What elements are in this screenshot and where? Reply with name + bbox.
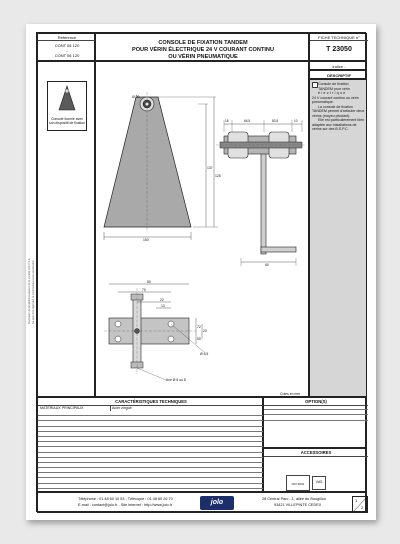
side-text-2: Ne peut être reproduit ni communiqué sans autorisation: [31, 260, 35, 324]
dim-10: 10: [294, 119, 298, 123]
reference-separator: -: [66, 48, 68, 53]
title-box: [95, 33, 309, 61]
dim-70: 70: [142, 288, 146, 292]
title-line-1: CONSOLE DE FIXATION TANDEM: [158, 40, 248, 46]
index-value: indice -: [332, 64, 346, 69]
descriptif-line: adaptée aux installations de: [312, 122, 357, 127]
accessoires-table: [263, 448, 367, 492]
options-table: [263, 397, 367, 448]
materials-label: MATÉRIAUX PRINCIPAUX: [40, 406, 84, 410]
console-thumbnail-image: [48, 84, 86, 114]
thumbnail-column: [37, 61, 95, 397]
reference-1: CONT 06 120: [54, 43, 80, 48]
caracteristiques-rows: [38, 411, 264, 489]
footer-address-1: 28 Central Parc - 1, allée du Bougillon: [262, 497, 326, 501]
jolo-logo: [200, 496, 234, 510]
title-line-3: OU VÉRIN PNEUMATIQUE: [168, 54, 238, 60]
sheet-label: FICHE TECHNIQUE n°: [318, 35, 360, 40]
descriptif-line: pneumatique.: [312, 100, 334, 104]
descriptif-line: TANDEM pour vérin: [318, 86, 350, 91]
dim-13: 13: [161, 304, 165, 308]
dim-66-5: 66,5: [244, 119, 251, 123]
descriptif-line: TANDEM permet d'articuler deux: [312, 109, 365, 113]
drawing-area: [95, 61, 309, 397]
thumbnail-caption-2: son dispositif de fixation: [49, 121, 85, 125]
vds-label: VdS: [315, 480, 323, 484]
index-box: [309, 61, 367, 70]
descriptif-line: La console de fixation: [318, 104, 353, 109]
iso-label: ISO 9001: [291, 482, 305, 486]
front-view: [104, 92, 218, 240]
dim-18: 18: [225, 119, 229, 123]
page-indicator: [352, 496, 368, 513]
title-line-2: POUR VÉRIN ÉLECTRIQUE 24 V COURANT CONTINU: [131, 47, 275, 53]
dim-axis: Axe Ø 6 ou 8: [166, 378, 186, 382]
side-view: [216, 120, 306, 266]
dim-hole-diameter: Ø 20: [132, 95, 140, 99]
page-current: 1: [355, 498, 358, 503]
thumbnail-caption-1: Console fournie avec: [51, 117, 83, 121]
accessoires-heading: ACCESSOIRES: [300, 450, 332, 455]
document-sheet: [26, 24, 376, 520]
units-note: Cotes en mm: [280, 392, 301, 396]
descriptif-heading: DESCRIPTIF: [327, 73, 351, 78]
footer: [37, 492, 367, 513]
options-heading: OPTION(S): [305, 399, 327, 404]
side-text-1: Document de propriété exclusive de la société JOLO S.A.: [28, 257, 31, 324]
sheet-number-box: [309, 33, 367, 61]
dim-72: 72: [197, 325, 201, 329]
dim-width: 150: [143, 238, 149, 242]
dim-height-137: 137: [207, 166, 213, 170]
descriptif-panel: [309, 79, 367, 397]
dim-83-5: 83,5: [272, 119, 279, 123]
dim-60: 60: [265, 263, 269, 267]
vds-badge: [312, 476, 326, 490]
reference-2: CONT 06 120: [54, 53, 80, 58]
dim-50: 50: [197, 337, 201, 341]
footer-address-2: 93421 VILLEPINTE CEDEX: [274, 503, 322, 507]
reference-label: Référence: [57, 35, 77, 40]
page-total: 2: [361, 505, 364, 510]
reference-box: [37, 33, 95, 61]
caracteristiques-heading: CARACTÉRISTIQUES TECHNIQUES: [115, 399, 187, 404]
dim-height-125: 125: [215, 174, 221, 178]
thumbnail-box: [47, 81, 87, 131]
dim-20: 20: [203, 329, 207, 333]
footer-email: E-mail : contact@jolo.fr - Site internet : http://www.jolo.fr: [78, 503, 172, 507]
sheet-number: T 23050: [326, 46, 352, 53]
drawing-frame: [36, 32, 366, 512]
materials-value: Acier zingué: [112, 406, 132, 410]
descriptif-heading-box: [309, 70, 367, 79]
descriptif-line: électrique: [318, 91, 347, 95]
footer-phone: Téléphone : 01 48 60 10 53 - Télécopie : 01 48 60 26 70: [78, 497, 173, 501]
descriptif-line: vérins sur des B.S.P.C.: [312, 127, 349, 131]
jolo-logo-text: jolo: [210, 499, 224, 506]
iso-badge: [286, 475, 310, 491]
descriptif-line: 24 V courant continu ou vérin: [312, 95, 359, 100]
dim-22: 22: [160, 298, 164, 302]
top-view: [104, 284, 204, 380]
side-legal-text: [28, 184, 40, 324]
descriptif-line: Console de fixation: [318, 82, 349, 86]
technical-drawing: [96, 62, 310, 398]
caracteristiques-table: [37, 397, 263, 492]
descriptif-line: vérins (moyeu pivotant).: [312, 113, 351, 118]
dim-hole-8-5: Ø 8,5: [200, 352, 209, 356]
dim-80: 80: [147, 280, 151, 284]
descriptif-line: Elle est particulièrement bien: [318, 118, 365, 122]
